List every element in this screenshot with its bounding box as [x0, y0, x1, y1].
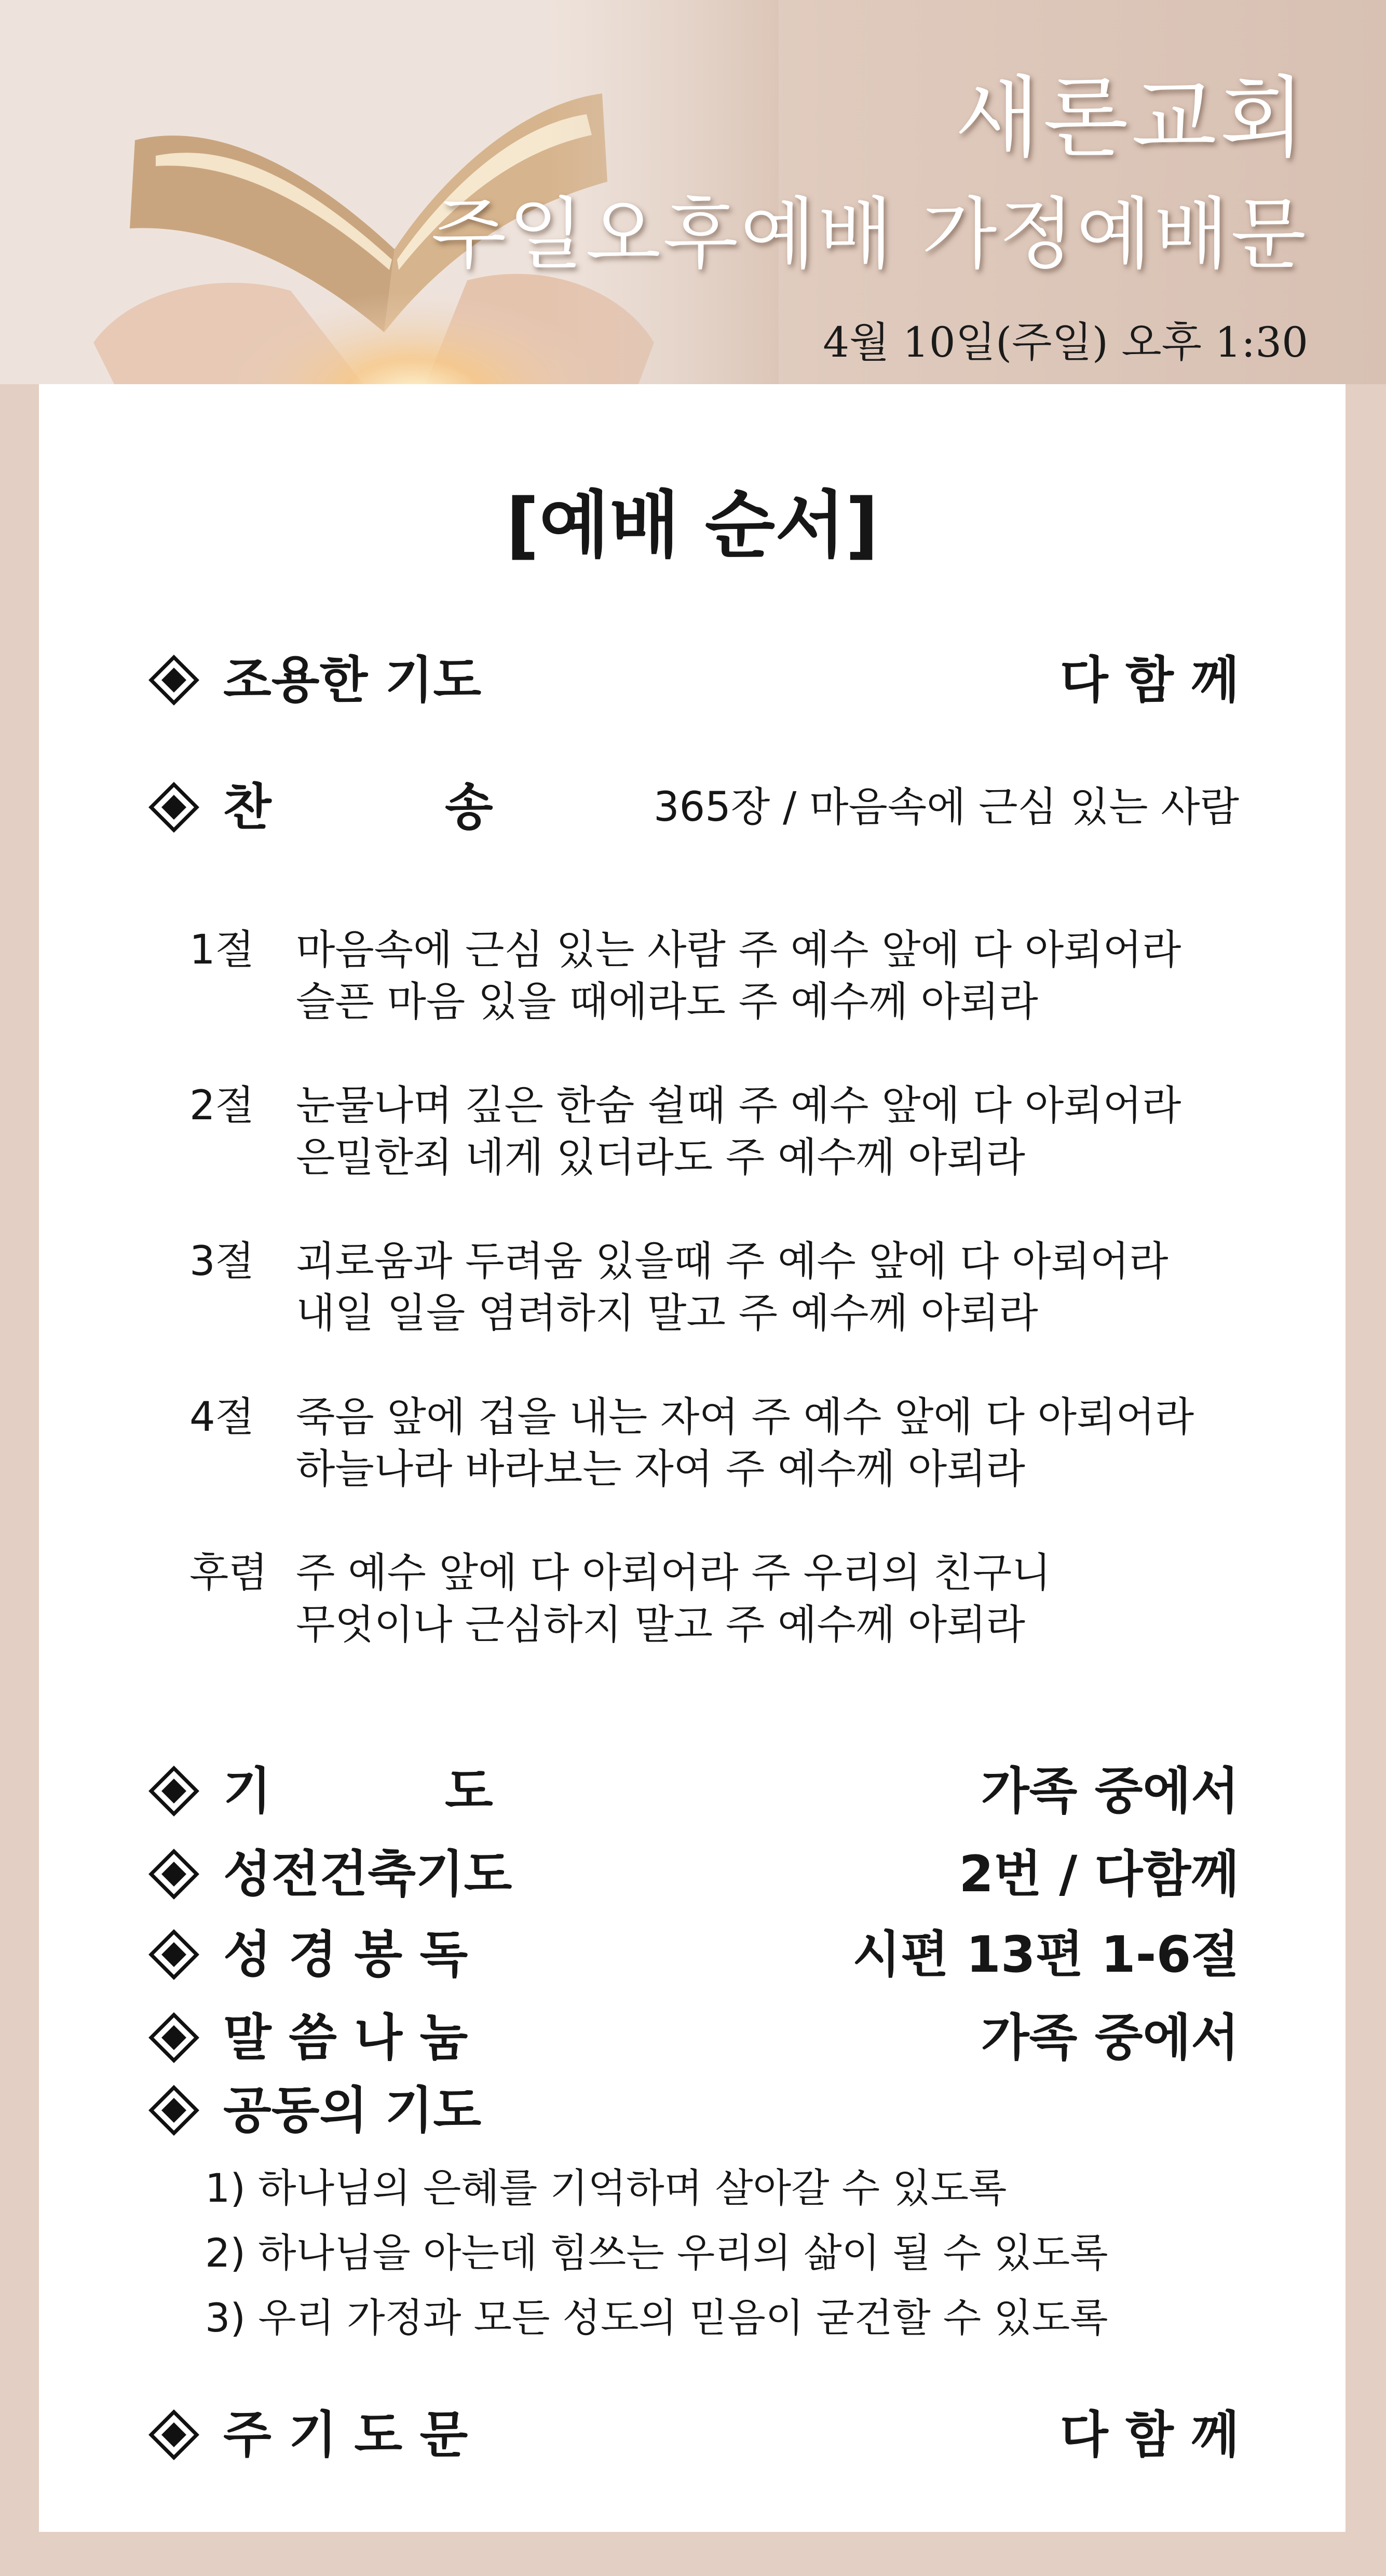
order-item-value: 다 함 께 — [1059, 2406, 1239, 2464]
header-banner — [0, 0, 1386, 384]
verse-line: 은밀한죄 네게 있더라도 주 예수께 아뢰라 — [296, 1134, 1025, 1181]
order-item-value: 2번 / 다함께 — [959, 1845, 1239, 1903]
order-item-value: 가족 중에서 — [981, 2009, 1239, 2067]
order-item-hymn — [39, 771, 1346, 844]
order-item-prayer — [39, 1755, 1346, 1827]
diamond-bullet-icon — [148, 2409, 200, 2461]
diamond-bullet-icon — [148, 1929, 200, 1981]
section-title: [예배 순서] — [506, 483, 879, 568]
hymn-verse — [189, 924, 1228, 1038]
worship-order-panel — [39, 384, 1346, 2532]
order-item-label: 성 경 봉 독 — [223, 1926, 468, 1984]
hymn-verse — [189, 1391, 1228, 1506]
verse-number: 4절 — [189, 1394, 254, 1441]
diamond-bullet-icon — [148, 1765, 200, 1817]
verse-line: 눈물나며 깊은 한숨 쉴때 주 예수 앞에 다 아뢰어라 — [296, 1082, 1181, 1129]
diamond-bullet-icon — [148, 2012, 200, 2064]
service-title: 주일오후예배 가정예배문 — [431, 189, 1308, 280]
order-item-lords-prayer — [39, 2398, 1346, 2471]
verse-line: 죽음 앞에 겁을 내는 자여 주 예수 앞에 다 아뢰어라 — [296, 1394, 1194, 1441]
prayer-item: 1) 하나님의 은혜를 기억하며 살아갈 수 있도록 — [205, 2165, 1007, 2211]
order-item-label: 공동의 기도 — [223, 2081, 482, 2139]
verse-number: 1절 — [189, 927, 254, 973]
order-item-label: 성전건축기도 — [223, 1845, 512, 1903]
order-item-value: 다 함 께 — [1059, 651, 1239, 709]
prayer-item: 2) 하나님을 아는데 힘쓰는 우리의 삶이 될 수 있도록 — [205, 2230, 1108, 2276]
hymn-verse — [189, 1236, 1228, 1350]
verse-line: 마음속에 근심 있는 사람 주 예수 앞에 다 아뢰어라 — [296, 927, 1181, 973]
order-item-value: 시편 13편 1-6절 — [852, 1926, 1239, 1984]
verse-number: 후렴 — [189, 1550, 268, 1596]
diamond-bullet-icon — [148, 2084, 200, 2136]
order-item-sermon — [39, 2001, 1346, 2074]
diamond-bullet-icon — [148, 781, 200, 833]
order-item-label: 찬 송 — [223, 778, 493, 836]
verse-line: 괴로움과 두려움 있을때 주 예수 앞에 다 아뢰어라 — [296, 1238, 1168, 1285]
hymn-refrain — [189, 1547, 1228, 1661]
verse-number: 3절 — [189, 1238, 254, 1285]
diamond-bullet-icon — [148, 1848, 200, 1900]
order-item-label: 기 도 — [223, 1762, 493, 1820]
church-name: 새론교회 — [955, 67, 1308, 170]
verse-line: 슬픈 마음 있을 때에라도 주 예수께 아뢰라 — [296, 979, 1038, 1025]
order-item-common-prayer — [39, 2074, 1346, 2147]
verse-line: 내일 일을 염려하지 말고 주 예수께 아뢰라 — [296, 1290, 1038, 1337]
verse-line: 무엇이나 근심하지 말고 주 예수께 아뢰라 — [296, 1602, 1025, 1648]
order-item-label: 말 씀 나 눔 — [223, 2009, 468, 2067]
prayer-item: 3) 우리 가정과 모든 성도의 믿음이 굳건할 수 있도록 — [205, 2295, 1108, 2341]
verse-line: 하늘나라 바라보는 자여 주 예수께 아뢰라 — [296, 1446, 1025, 1493]
order-item-value: 가족 중에서 — [981, 1762, 1239, 1820]
diamond-bullet-icon — [148, 654, 200, 706]
hymn-verse — [189, 1080, 1228, 1194]
verse-number: 2절 — [189, 1082, 254, 1129]
service-date: 4월 10일(주일) 오후 1:30 — [823, 318, 1308, 367]
order-item-silent-prayer — [39, 644, 1346, 716]
hymn-title: 365장 / 마음속에 근심 있는 사람 — [654, 784, 1239, 831]
verse-line: 주 예수 앞에 다 아뢰어라 주 우리의 친구니 — [296, 1550, 1051, 1596]
order-item-label: 조용한 기도 — [223, 651, 482, 709]
order-item-label: 주 기 도 문 — [223, 2406, 468, 2464]
order-item-temple-prayer — [39, 1838, 1346, 1910]
order-item-scripture — [39, 1918, 1346, 1991]
